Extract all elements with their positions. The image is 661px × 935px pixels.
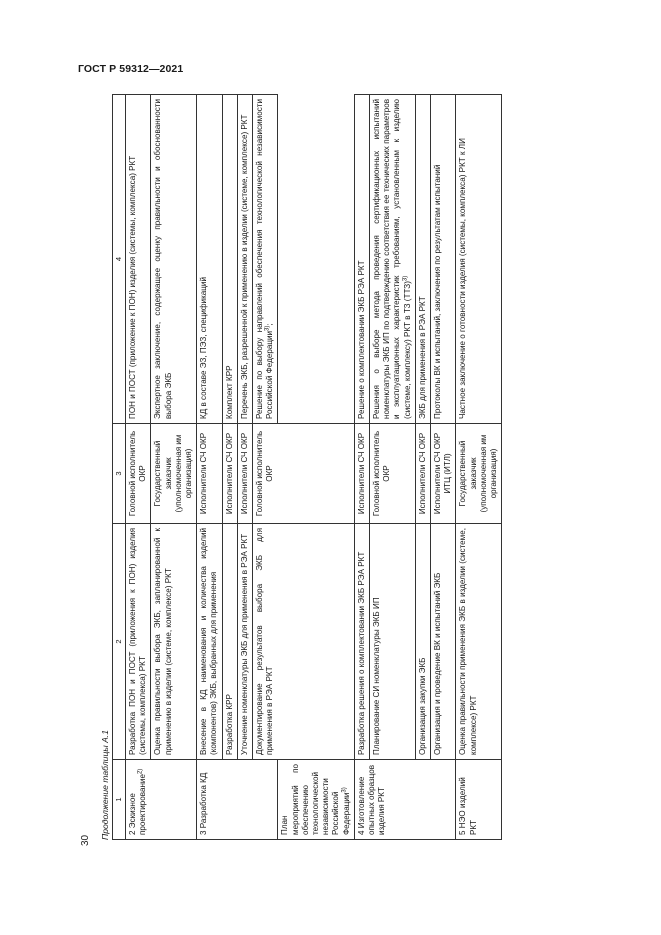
executor-cell: Исполнители СЧ ОКР (354, 424, 369, 524)
document-text: Решения о выборе метода проведения сертификационных испытаний номенклатуры ЭКБ ИП по подтверждению соответствия ее технических параметров и эксплуатационных характеристик требованиям, установленным к изделию (системе, комплексу) РКТ в ТЗ (ТТЗ) (372, 99, 412, 419)
footnote-ref: 2) (137, 768, 144, 775)
document-text: Решение по выбору направлений обеспечения технологической независимости Российской Федерации (255, 99, 275, 419)
stage-name: 4 Изготовление опытных образцов изделия РКТ (356, 764, 387, 835)
table-row (354, 95, 369, 840)
document-cell (126, 95, 151, 424)
footnote-ref: 3) (340, 787, 347, 793)
document-cell (415, 95, 430, 424)
rotated-table-wrapper (100, 95, 605, 840)
table-row (237, 95, 252, 840)
executor-cell: Головной исполнитель ОКР (370, 424, 416, 524)
stage-name: 2 Эскизное проектирование (128, 774, 148, 835)
column-number: 4 (113, 95, 126, 424)
table-row (197, 95, 222, 840)
stage-cell (354, 760, 456, 840)
executor-cell: Исполнители СЧ ОКР (237, 424, 252, 524)
document-text: ЭКБ для применения в РЭА РКТ (417, 296, 427, 419)
document-text: План мероприятий по обеспечению технологической независимости Российской Федерации (280, 764, 351, 835)
document-text: Перечень ЭКБ, разрешенной к применению в изделии (системе, комплексе) РКТ (239, 114, 249, 419)
work-cell: Документирование результатов выбора ЭКБ для применения в РЭА РКТ (253, 524, 355, 760)
document-cell (237, 95, 252, 424)
executor-cell: Исполнители СЧ ОКР (415, 424, 430, 524)
work-cell: Организация и проведение ВК и испытаний ЭКБ (431, 524, 456, 760)
work-cell: Оценка правильности применения ЭКБ в изделии (системе, комплексе) РКТ (456, 524, 502, 760)
work-cell: Внесение в КД наименования и количества изделий (компонентов) ЭКБ, выбранных для применения (197, 524, 222, 760)
stage-cell (197, 760, 278, 840)
column-number: 2 (113, 524, 126, 760)
executor-cell: Государственный заказчик (уполномоченная им организация) (456, 424, 502, 524)
work-cell: Организация закупки ЭКБ (415, 524, 430, 760)
document-cell (197, 95, 222, 424)
punctuation: ; (265, 323, 275, 326)
executor-cell: Исполнители СЧ ОКР (222, 424, 237, 524)
work-cell: Разработка ПОН и ПОСТ (приложения к ПОН) изделия (системы, комплекса) РКТ (126, 524, 151, 760)
table-row (253, 95, 278, 840)
document-cell (456, 95, 502, 424)
table-body (126, 95, 502, 840)
executor-cell: Государственный заказчик (уполномоченная им организация) (151, 424, 197, 524)
work-cell: Разработка решения о комплектовании ЭКБ РЭА РКТ (354, 524, 369, 760)
work-cell: Уточнение номенклатуры ЭКБ для применения в РЭА РКТ (237, 524, 252, 760)
table-continuation-caption: Продолжение таблицы А.1 (100, 730, 110, 840)
executor-cell: Головной исполнитель ОКР (126, 424, 151, 524)
work-cell: Оценка правильности выбора ЭКБ, запланированной к применению в изделии (системе, комплексе) РКТ (151, 524, 197, 760)
footnote-ref: 3) (264, 325, 271, 331)
document-cell (151, 95, 197, 424)
document-text: Комплект КРР (224, 365, 234, 419)
document-cell (222, 95, 237, 424)
table-row (431, 95, 456, 840)
column-number: 3 (113, 424, 126, 524)
document-cell (354, 95, 369, 424)
footnote-ref: 3) (401, 275, 408, 282)
document-cell (431, 95, 456, 424)
document-text: ПОН и ПОСТ (приложение к ПОН) изделия (системы, комплекса) РКТ (128, 155, 137, 419)
stage-cell (126, 760, 197, 840)
document-cell (278, 760, 354, 840)
executor-cell: Исполнители СЧ ОКР (197, 424, 222, 524)
work-cell: Разработка КРР (222, 524, 237, 760)
document-text: Экспертное заключение, содержащее оценку правильности и обоснованности выбора ЭКБ (153, 99, 173, 419)
document-text: КД в составе ЭЗ, ПЭЗ, спецификаций (199, 277, 209, 419)
document-cell (253, 95, 278, 424)
document-text: Решение о комплектовании ЭКБ РЭА РКТ (356, 260, 366, 419)
table-row (415, 95, 430, 840)
document-text: Протоколы ВК и испытаний, заключения по результатам испытаний (433, 164, 443, 419)
executor-cell: Исполнители СЧ ОКР ИТЦ (ИТЛ) (431, 424, 456, 524)
table-row (370, 95, 416, 840)
table-row (456, 95, 502, 840)
document-text: Частное заключение о готовности изделия (системы, комплекса) РКТ к ЛИ (458, 138, 468, 419)
column-number-row (113, 95, 126, 840)
page-number: 30 (80, 834, 91, 846)
work-cell: Планирование СИ номенклатуры ЭКБ ИП (370, 524, 416, 760)
stage-name: 5 НЭО изделий РКТ (458, 777, 478, 835)
requirements-table (112, 94, 502, 840)
document-header: ГОСТ Р 59312—2021 (78, 63, 184, 75)
table-row (126, 95, 151, 840)
stage-name: 3 Разработка КД (199, 772, 209, 835)
executor-cell: Головной исполнитель ОКР (253, 424, 355, 524)
column-number: 1 (113, 760, 126, 840)
document-cell (370, 95, 416, 424)
table-row (222, 95, 237, 840)
stage-cell (456, 760, 502, 840)
table-row (151, 95, 197, 840)
